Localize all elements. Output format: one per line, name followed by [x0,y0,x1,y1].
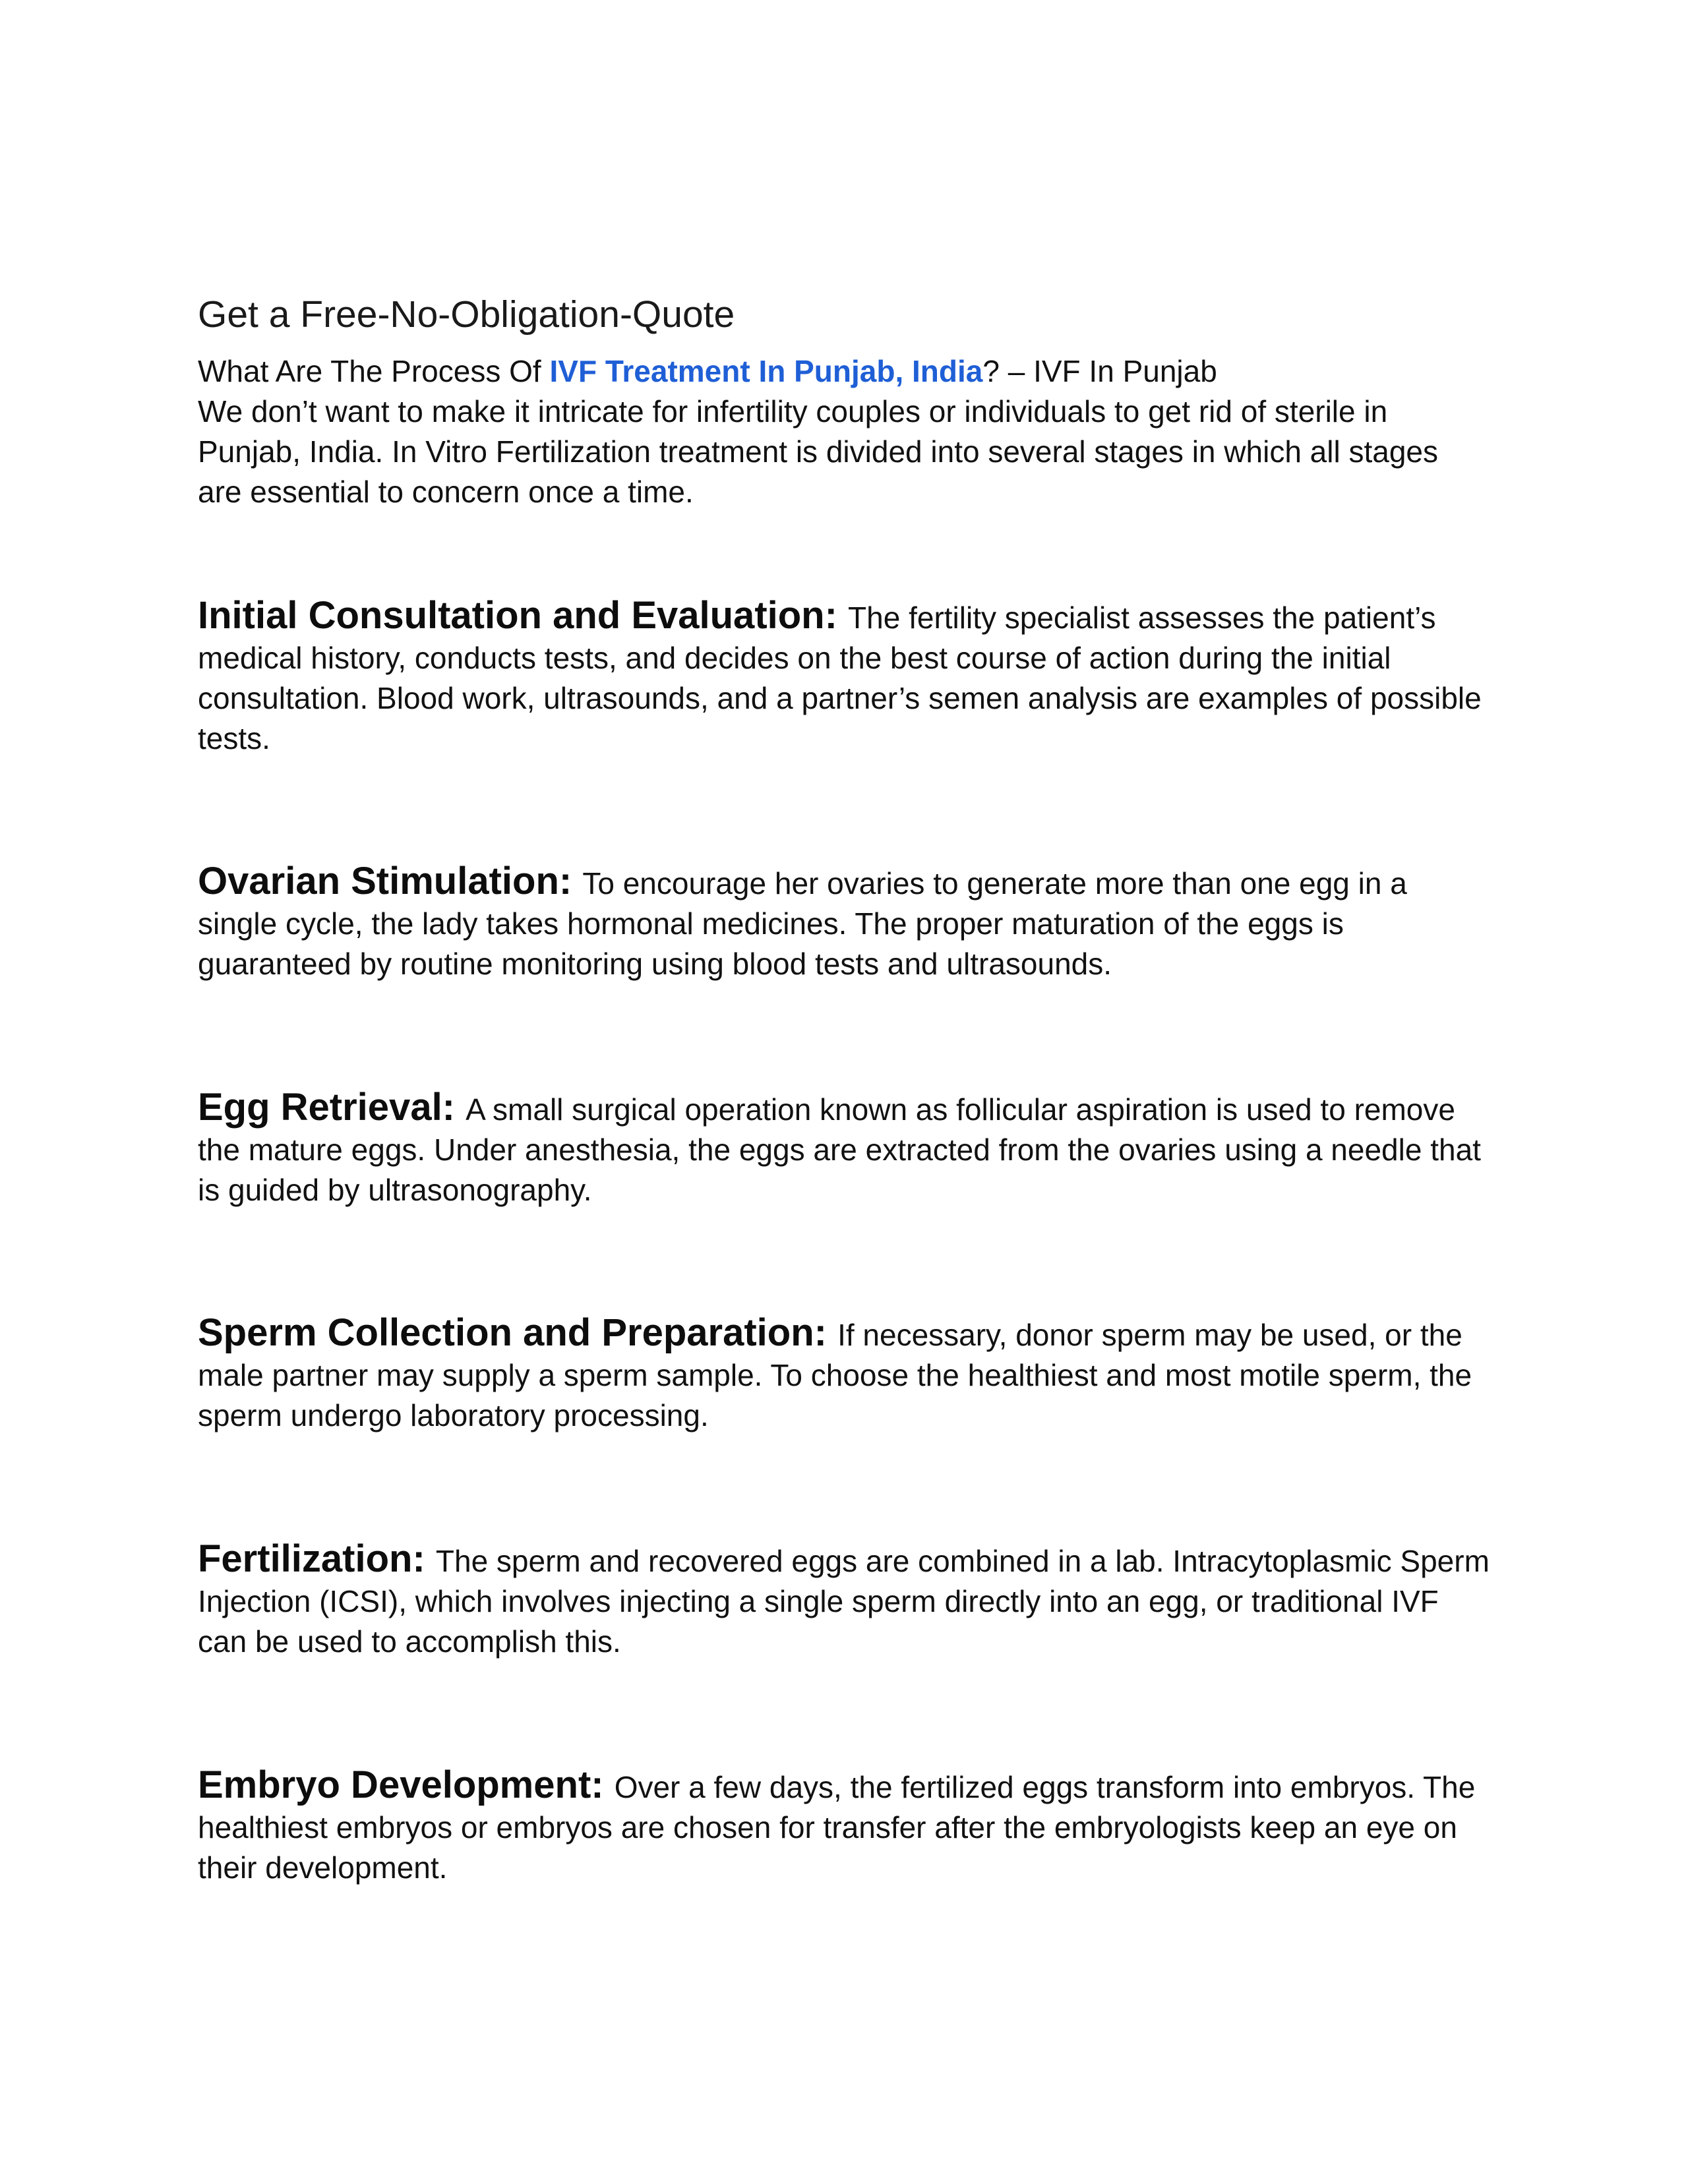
section-heading: Egg Retrieval: [198,1086,466,1129]
intro-block [198,351,1490,512]
section-text: If necessary, donor sperm may be used, or the male partner may supply a sperm sample. To choose the healthiest and most motile sperm, the sperm undergo laboratory processing. [198,1318,1472,1432]
section-text: Over a few days, the fertilized eggs transform into embryos. The healthiest embryos or embryos are chosen for transfer after the embryologists keep an eye on their development. [198,1770,1476,1885]
section-heading: Fertilization: [198,1537,436,1580]
ivf-treatment-link[interactable]: IVF Treatment In Punjab, India [549,354,983,388]
section-heading: Initial Consultation and Evaluation: [198,594,849,637]
section-heading: Ovarian Stimulation: [198,860,583,902]
section-initial-consultation [198,595,1490,759]
section-text: The sperm and recovered eggs are combined in a lab. Intracytoplasmic Sperm Injection (ICSI), which involves injecting a single sperm directly into an egg, or traditional IVF can be used to accomplish this. [198,1544,1490,1659]
section-embryo-development [198,1765,1490,1888]
section-egg-retrieval [198,1087,1490,1210]
intro-heading-prefix: What Are The Process Of [198,354,550,388]
section-ovarian-stimulation [198,861,1490,984]
section-fertilization [198,1539,1490,1662]
intro-heading-suffix: ? – IVF In Punjab [982,354,1217,388]
section-text: To encourage her ovaries to generate more than one egg in a single cycle, the lady takes hormonal medicines. The proper maturation of the eggs is guaranteed by routine monitoring using blood tests and ultrasounds. [198,866,1407,981]
section-heading: Sperm Collection and Preparation: [198,1311,838,1354]
section-text: The fertility specialist assesses the patient’s medical history, conducts tests, and decides on the best course of action during the initial consultation. Blood work, ultrasounds, and a partner’s semen analysis are examples of possible tests. [198,601,1482,755]
intro-paragraph: We don’t want to make it intricate for infertility couples or individuals to get rid of sterile in Punjab, India. In Vitro Fertilization treatment is divided into several stages in which all stages are essential to concern once a time. [198,394,1439,509]
section-text: A small surgical operation known as follicular aspiration is used to remove the mature eggs. Under anesthesia, the eggs are extracted from the ovaries using a needle that is guided by ultrasonography. [198,1092,1481,1207]
intro-heading [198,351,1490,392]
section-heading: Embryo Development: [198,1763,615,1806]
page-title: Get a Free-No-Obligation-Quote [198,293,735,336]
section-sperm-collection [198,1313,1490,1436]
